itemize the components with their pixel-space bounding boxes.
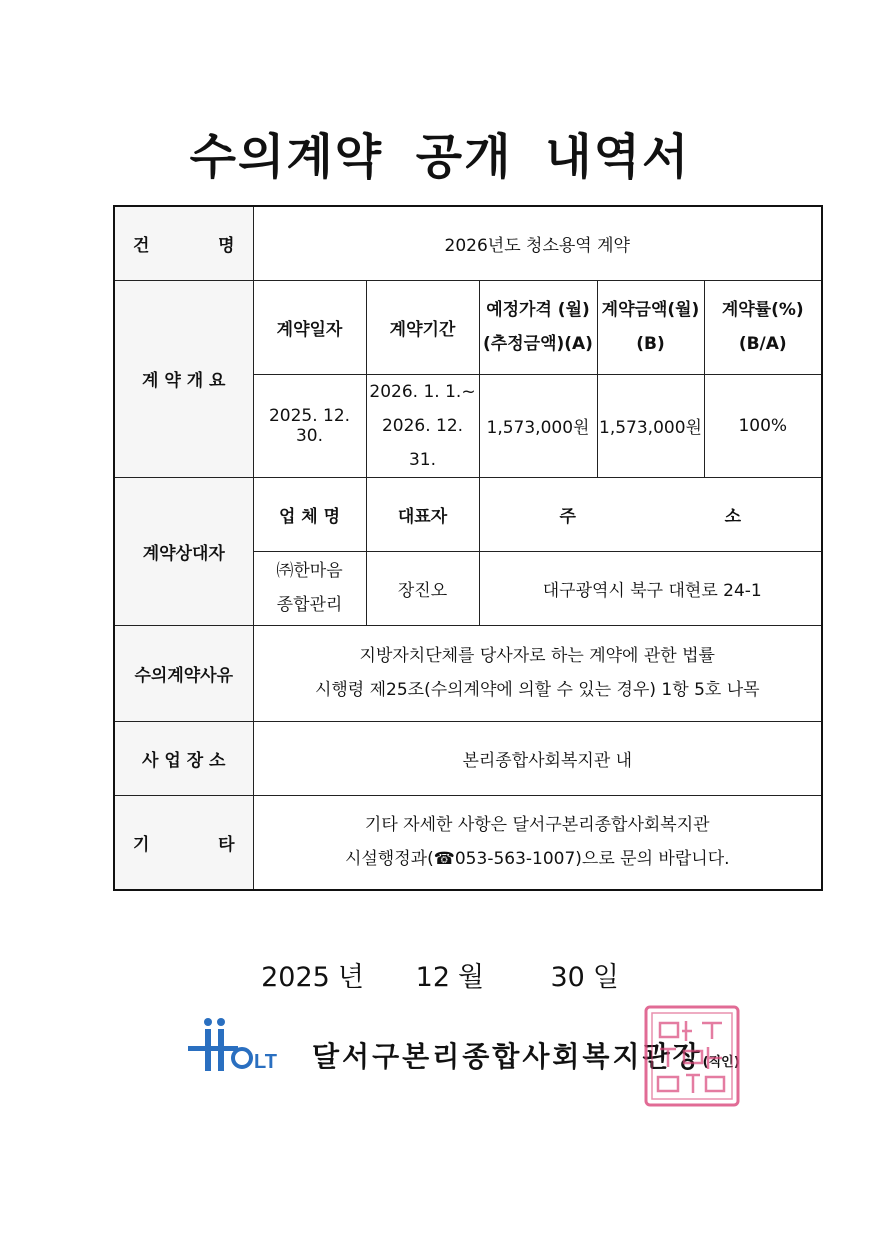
row-overview-headers (114, 280, 822, 374)
etc-value: 기타 자세한 사항은 달서구본리종합사회복지관 시설행정과(☎053-563-1007)으로 문의 바랍니다. (253, 795, 822, 890)
label-party: 계약상대자 (114, 477, 253, 625)
address-value: 대구광역시 북구 대현로 24-1 (479, 551, 822, 625)
contract-table (113, 205, 823, 891)
header-contract-rate: 계약률(%) (B/A) (704, 280, 822, 374)
header-ceo: 대표자 (366, 477, 479, 551)
contract-amount-value: 1,573,000원 (597, 374, 704, 477)
svg-text:LT: LT (254, 1051, 277, 1073)
row-party-headers (114, 477, 822, 551)
row-reason (114, 625, 822, 721)
header-contract-amount: 계약금액(월) (B) (597, 280, 704, 374)
row-site (114, 721, 822, 795)
contract-date-value: 2025. 12. 30. (253, 374, 366, 477)
contract-period-value: 2026. 1. 1.~ 2026. 12. 31. (366, 374, 479, 477)
label-overview: 계 약 개 요 (114, 280, 253, 477)
label-etc: 기 타 (114, 795, 253, 890)
estimated-price-value: 1,573,000원 (479, 374, 597, 477)
label-reason: 수의계약사유 (114, 625, 253, 721)
header-estimated-price: 예정가격 (월) (추정금액)(A) (479, 280, 597, 374)
company-value: ㈜한마음 종합관리 (253, 551, 366, 625)
header-contract-period: 계약기간 (366, 280, 479, 374)
page-title: 수의계약 공개 내역서 (189, 129, 691, 185)
official-seal-stamp (642, 1003, 742, 1109)
label-site: 사 업 장 소 (114, 721, 253, 795)
contract-name-value: 2026년도 청소용역 계약 (253, 206, 822, 280)
signature-line: 달서구본리종합사회복지관장(직인) (312, 1040, 740, 1073)
row-etc (114, 795, 822, 890)
site-value: 본리종합사회복지관 내 (253, 721, 822, 795)
label-contract-name: 건 명 (114, 206, 253, 280)
ceo-value: 장진오 (366, 551, 479, 625)
document-date: 2025 년 12 월 30 일 (261, 962, 619, 993)
reason-value: 지방자치단체를 당사자로 하는 계약에 관한 법률 시행령 제25조(수의계약에 의할 수 있는 경우) 1항 5호 나목 (253, 625, 822, 721)
row-contract-name (114, 206, 822, 280)
contract-rate-value: 100% (704, 374, 822, 477)
header-company: 업 체 명 (253, 477, 366, 551)
header-contract-date: 계약일자 (253, 280, 366, 374)
header-address: 주 소 (479, 477, 822, 551)
holt-logo (188, 1016, 298, 1076)
